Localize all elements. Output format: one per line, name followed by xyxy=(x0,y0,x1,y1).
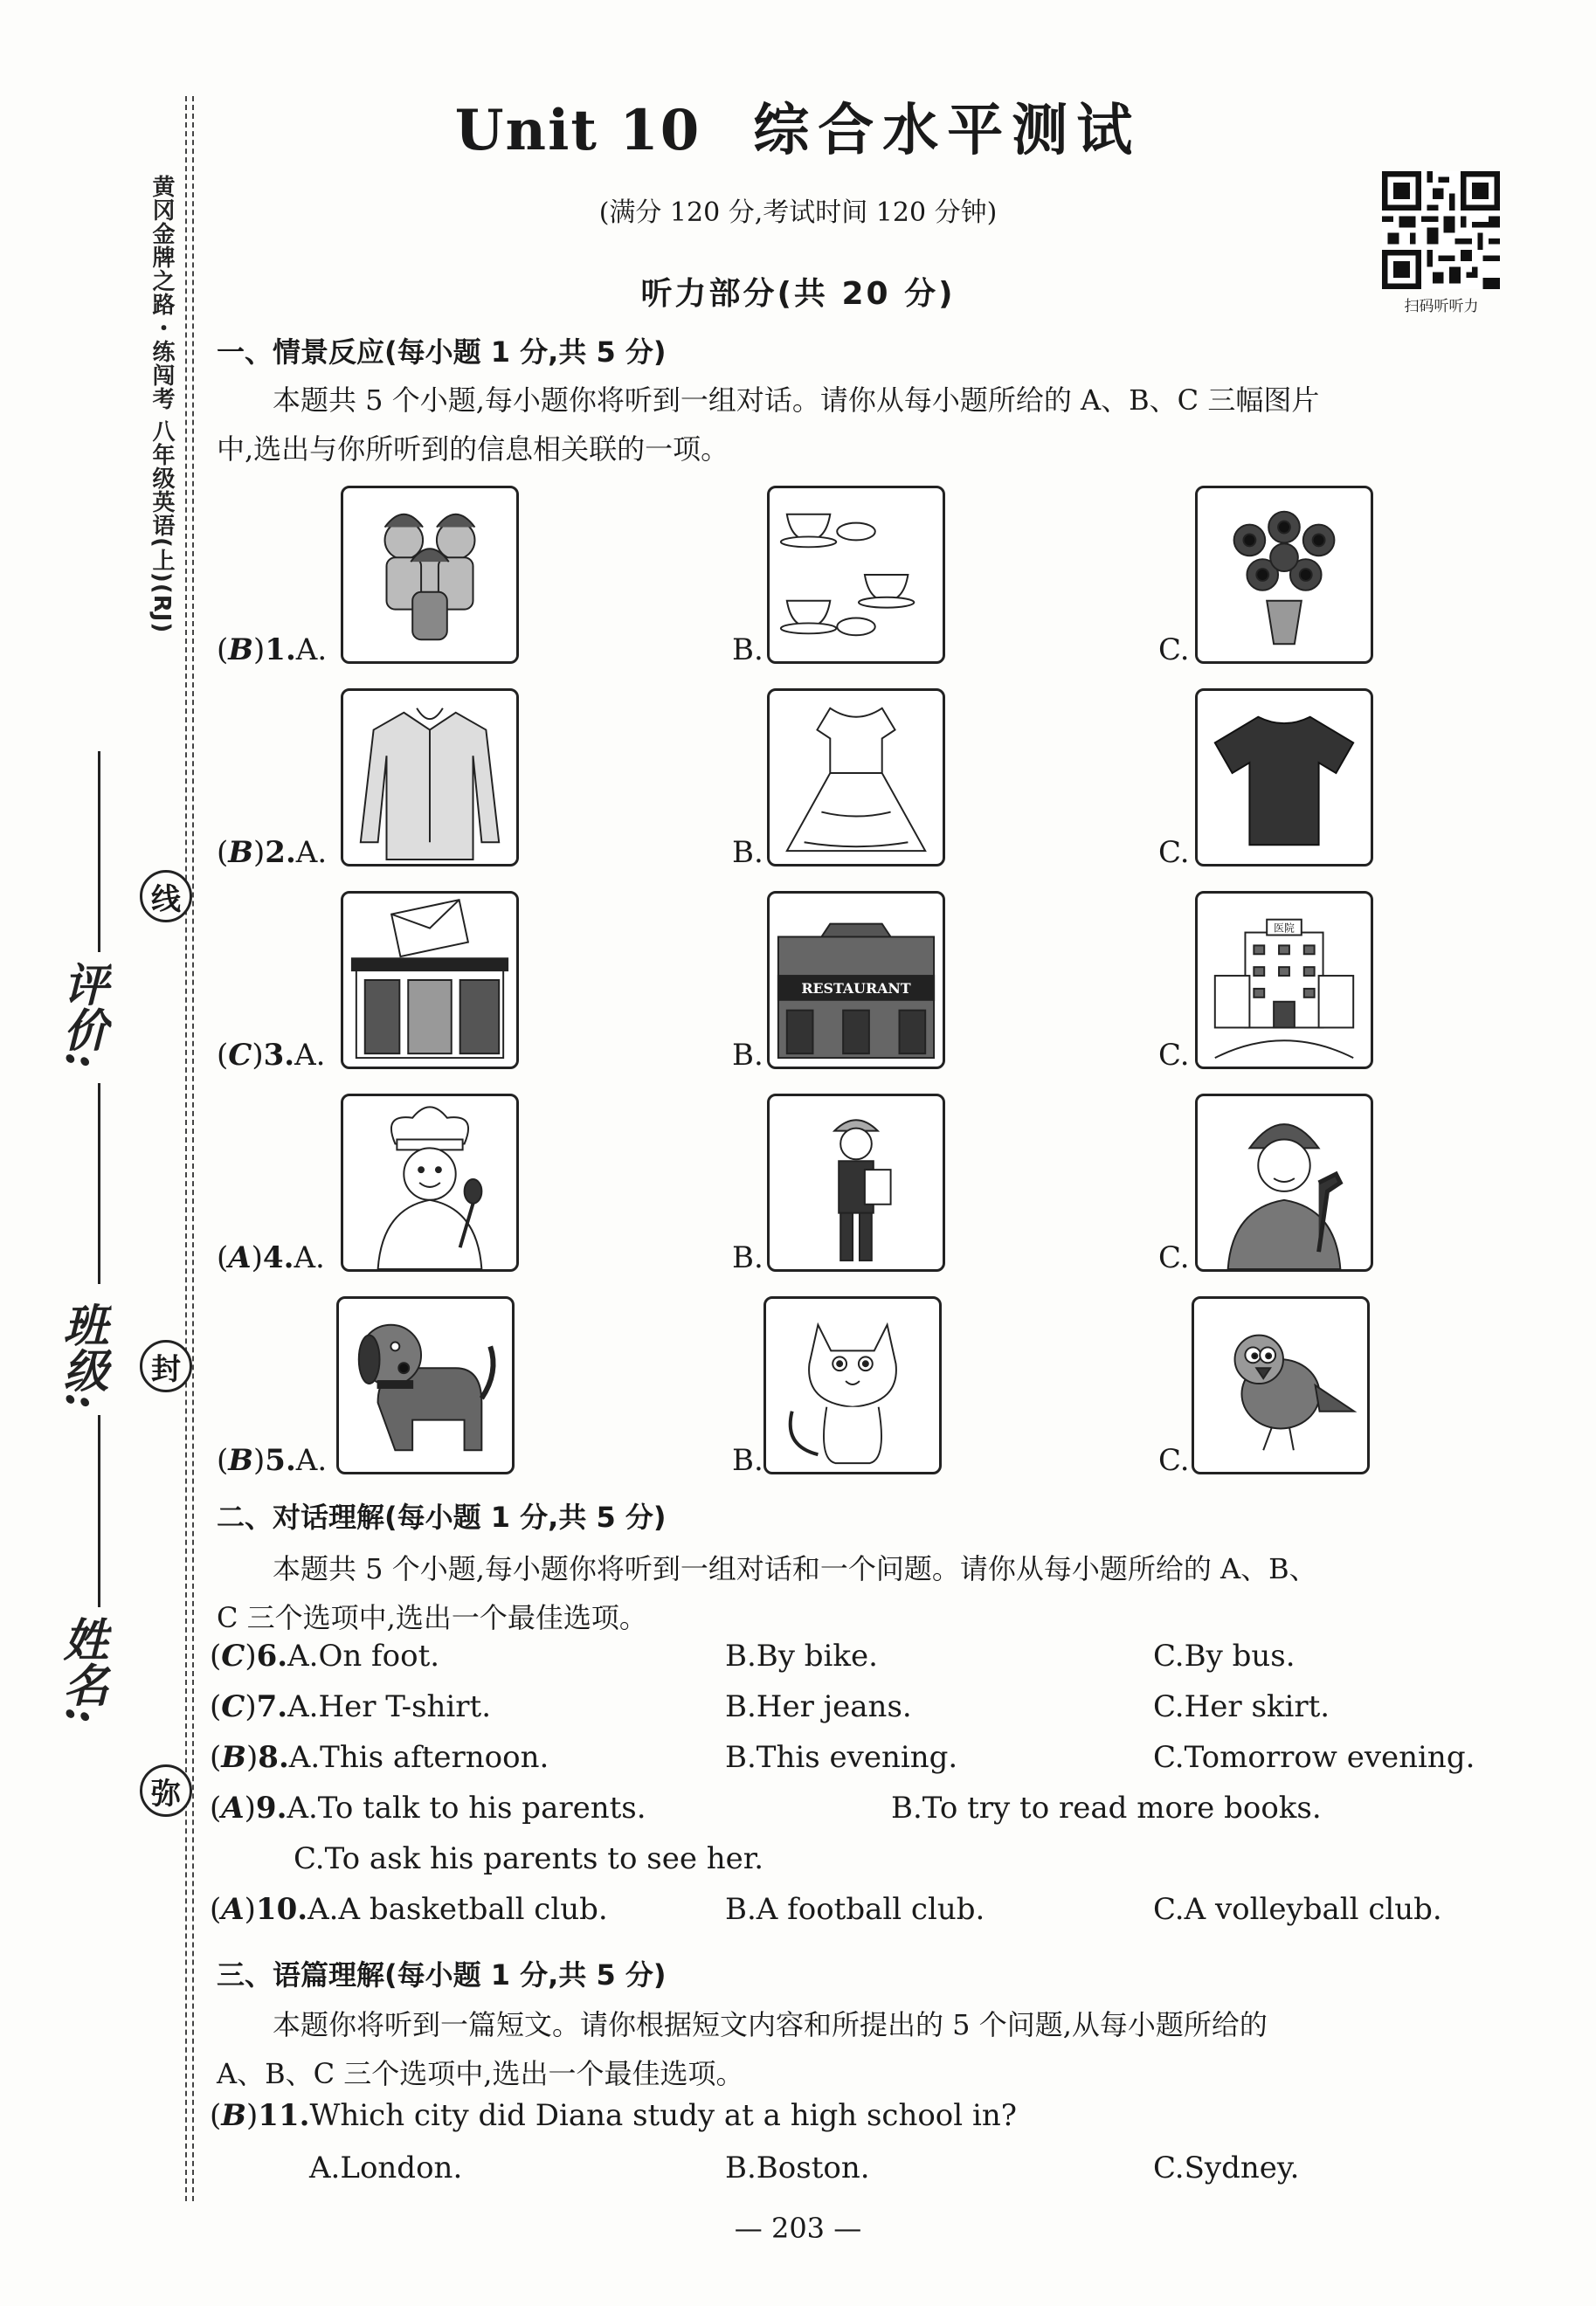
q11-stem: Which city did Diana study at a high school in? xyxy=(309,2098,1017,2133)
q10-answer: A xyxy=(221,1892,245,1927)
q3-number: 3 xyxy=(263,1038,285,1073)
section2-title: 二、对话理解(每小题 1 分,共 5 分) xyxy=(217,1501,667,1534)
restaurant-sign-text: RESTAURANT xyxy=(801,979,911,997)
q7-number: 7 xyxy=(256,1689,278,1724)
q9-answer: A xyxy=(221,1791,245,1826)
q2-option-c-label: C. xyxy=(1158,835,1190,870)
section3-instructions xyxy=(217,2000,1501,2098)
q3-label: (C)3.A. xyxy=(217,1038,326,1073)
q10-option-b: B.A football club. xyxy=(725,1892,985,1927)
teacups-icon xyxy=(770,488,943,661)
name-label: 姓名: xyxy=(55,1616,108,1724)
q8-option-b: B.This evening. xyxy=(725,1740,958,1775)
q11-option-c: C.Sydney. xyxy=(1153,2151,1300,2185)
eval-underline xyxy=(98,751,100,952)
section3-instruction-line1: 本题你将听到一篇短文。请你根据短文内容和所提出的 5 个问题,从每小题所给的 xyxy=(273,2008,1268,2041)
q7-answer: C xyxy=(221,1689,245,1724)
book-title-vertical: 黄冈金牌之路・练闯考 八年级英语(上)(RJ) xyxy=(149,175,175,634)
section3-instruction-line2: A、B、C 三个选项中,选出一个最佳选项。 xyxy=(217,2057,744,2090)
q1-option-c-label: C. xyxy=(1158,632,1190,667)
q2-number: 2 xyxy=(265,835,286,870)
q3-option-c-picture[interactable] xyxy=(1195,891,1373,1069)
q9-option-c: C.To ask his parents to see her. xyxy=(294,1841,764,1876)
q10-option-a: A.A basketball club. xyxy=(307,1892,608,1927)
exam-info: (满分 120 分,考试时间 120 分钟) xyxy=(598,197,998,228)
q5-option-b-label: B. xyxy=(732,1443,763,1478)
seal-seal-char: 封 xyxy=(140,1340,192,1392)
q8-answer: B xyxy=(221,1740,247,1775)
q2-option-a-label: A. xyxy=(295,835,328,870)
q1-option-b-label: B. xyxy=(732,632,763,667)
mechanic-icon xyxy=(1198,1096,1371,1269)
q3-option-a-label: A. xyxy=(294,1038,326,1073)
restaurant-icon xyxy=(770,894,943,1067)
seal-mi-char: 弥 xyxy=(140,1764,192,1817)
q4-option-c-label: C. xyxy=(1158,1240,1190,1275)
title-unit: Unit 10 xyxy=(454,98,701,163)
q7-option-c: C.Her skirt. xyxy=(1153,1689,1330,1724)
q6-option-a: A.On foot. xyxy=(287,1639,440,1674)
class-underline xyxy=(98,1083,100,1284)
section3-title: 三、语篇理解(每小题 1 分,共 5 分) xyxy=(217,1958,667,1992)
q3-option-b-picture[interactable] xyxy=(767,891,945,1069)
q4-label: (A)4.A. xyxy=(217,1240,325,1275)
q11-answer: B xyxy=(221,2098,247,2133)
q3-option-a-picture[interactable] xyxy=(341,891,519,1069)
q1-answer: B xyxy=(228,632,254,667)
page-title xyxy=(0,86,1596,166)
dog-icon xyxy=(339,1299,512,1472)
listening-part-title: 听力部分(共 20 分) xyxy=(640,276,956,312)
q7-option-a: A.Her T-shirt. xyxy=(287,1689,492,1724)
binding-line-inner xyxy=(192,96,194,2201)
q5-option-b-picture[interactable] xyxy=(763,1296,942,1474)
section2-instruction-line1: 本题共 5 个小题,每小题你将听到一组对话和一个问题。请你从每小题所给的 A、B、 xyxy=(273,1552,1317,1585)
q4-number: 4 xyxy=(262,1240,284,1275)
hospital-sign-text: 医院 xyxy=(1274,922,1295,935)
sunflowers-icon xyxy=(1198,488,1371,661)
q9-option-b: B.To try to read more books. xyxy=(891,1791,1322,1826)
q8-number: 8 xyxy=(258,1740,279,1775)
post-office-icon xyxy=(343,894,516,1067)
q11-label: (B)11.Which city did Diana study at a high school in? xyxy=(210,2098,1017,2133)
tshirt-icon xyxy=(1198,691,1371,864)
q4-option-b-label: B. xyxy=(732,1240,763,1275)
q5-answer: B xyxy=(228,1443,254,1478)
binding-line-outer xyxy=(185,96,187,2201)
q1-option-a-label: A. xyxy=(295,632,328,667)
q3-option-b-label: B. xyxy=(732,1038,763,1073)
q2-option-b-label: B. xyxy=(732,835,763,870)
q6-option-b: B.By bike. xyxy=(725,1639,878,1674)
title-chinese: 综合水平测试 xyxy=(753,99,1142,163)
qr-caption: 扫码听听力 xyxy=(1404,298,1479,315)
dress-icon xyxy=(770,691,943,864)
q3-answer: C xyxy=(228,1038,252,1073)
q2-answer: B xyxy=(228,835,254,870)
section1-instructions xyxy=(217,376,1501,473)
q5-label: (B)5.A. xyxy=(217,1443,328,1478)
q10-number: 10 xyxy=(255,1892,298,1927)
q3-option-c-label: C. xyxy=(1158,1038,1190,1073)
cook-icon xyxy=(343,1096,516,1269)
section1-title: 一、情景反应(每小题 1 分,共 5 分) xyxy=(217,335,667,369)
q5-number: 5 xyxy=(265,1443,286,1478)
engineer-icon xyxy=(770,1096,943,1269)
q1-label: (B)1.A. xyxy=(217,632,328,667)
q2-label: (B)2.A. xyxy=(217,835,328,870)
q7-option-b: B.Her jeans. xyxy=(725,1689,912,1724)
q6-label: (C)6.A.On foot. xyxy=(210,1639,440,1674)
q5-option-c-label: C. xyxy=(1158,1443,1190,1478)
q11-option-a: A.London. xyxy=(309,2151,463,2185)
q1-option-a-picture[interactable] xyxy=(341,486,519,664)
q4-option-a-label: A. xyxy=(294,1240,325,1275)
q6-number: 6 xyxy=(256,1639,278,1674)
q11-option-b: B.Boston. xyxy=(725,2151,870,2185)
section1-instruction-line1: 本题共 5 个小题,每小题你将听到一组对话。请你从每小题所给的 A、B、C 三幅图片 xyxy=(273,383,1320,417)
q8-label: (B)8.A.This afternoon. xyxy=(210,1740,549,1775)
dolls-icon xyxy=(343,488,516,661)
q4-option-a-picture[interactable] xyxy=(341,1094,519,1272)
section2-instruction-line2: C 三个选项中,选出一个最佳选项。 xyxy=(217,1601,647,1634)
q9-label: (A)9.A.To talk to his parents. xyxy=(210,1791,646,1826)
q1-option-c-picture[interactable] xyxy=(1195,486,1373,664)
name-underline xyxy=(98,1415,100,1607)
q9-option-a: A.To talk to his parents. xyxy=(287,1791,646,1826)
q2-option-b-picture[interactable] xyxy=(767,688,945,866)
q8-option-c: C.Tomorrow evening. xyxy=(1153,1740,1475,1775)
q10-option-c: C.A volleyball club. xyxy=(1153,1892,1442,1927)
eval-label: 评价: xyxy=(55,961,108,1069)
q7-label: (C)7.A.Her T-shirt. xyxy=(210,1689,492,1724)
q4-answer: A xyxy=(228,1240,252,1275)
q5-option-a-picture[interactable] xyxy=(336,1296,515,1474)
q4-option-c-picture[interactable] xyxy=(1195,1094,1373,1272)
blouse-icon xyxy=(343,691,516,864)
hospital-icon xyxy=(1198,894,1371,1067)
cat-icon xyxy=(766,1299,939,1472)
q5-option-c-picture[interactable] xyxy=(1192,1296,1370,1474)
section1-instruction-line2: 中,选出与你所听到的信息相关联的一项。 xyxy=(217,432,729,466)
bird-icon xyxy=(1194,1299,1367,1472)
q2-option-a-picture[interactable] xyxy=(341,688,519,866)
q8-option-a: A.This afternoon. xyxy=(288,1740,549,1775)
q11-number: 11 xyxy=(258,2098,300,2133)
q1-number: 1 xyxy=(265,632,286,667)
q9-number: 9 xyxy=(255,1791,277,1826)
section2-instructions xyxy=(217,1544,1501,1642)
q10-label: (A)10.A.A basketball club. xyxy=(210,1892,608,1927)
q4-option-b-picture[interactable] xyxy=(767,1094,945,1272)
seal-line-char: 线 xyxy=(140,870,192,922)
class-label: 班级: xyxy=(55,1301,108,1410)
q5-option-a-label: A. xyxy=(295,1443,328,1478)
q6-option-c: C.By bus. xyxy=(1153,1639,1295,1674)
q6-answer: C xyxy=(221,1639,245,1674)
q1-option-b-picture[interactable] xyxy=(767,486,945,664)
q2-option-c-picture[interactable] xyxy=(1195,688,1373,866)
page-number: — 203 — xyxy=(734,2212,862,2245)
